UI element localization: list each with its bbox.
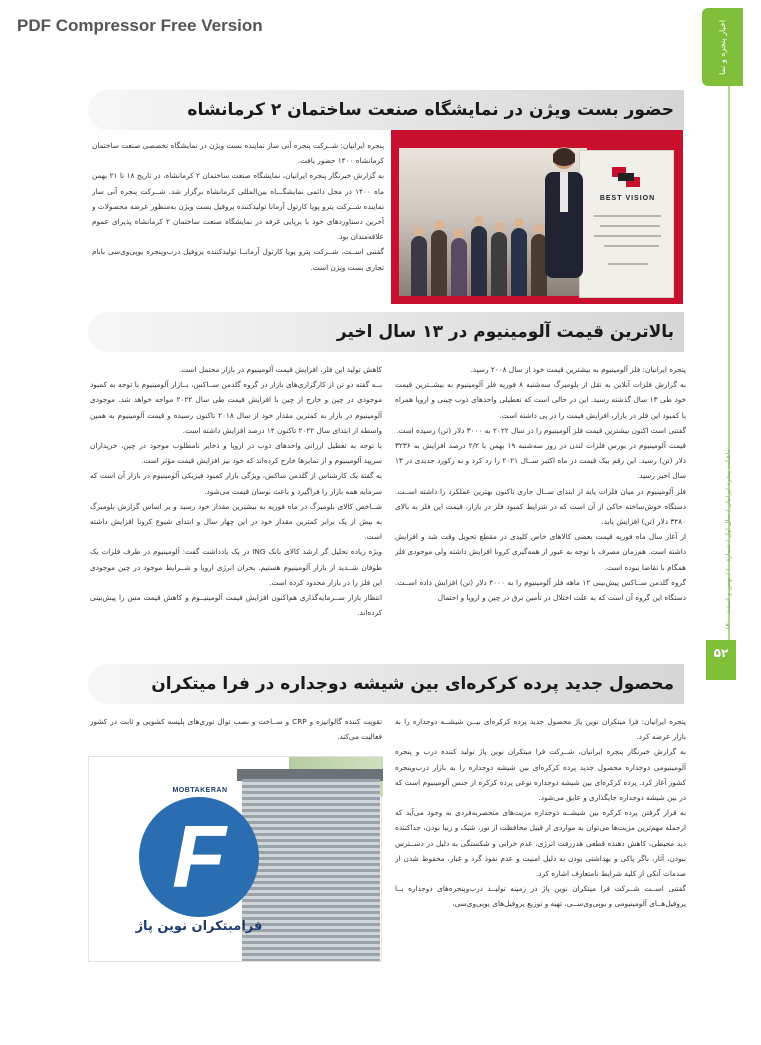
article2-column-left — [90, 362, 382, 658]
article2-paragraph: پنجره ایرانیان: فلز آلومینیوم به بیشترین قیمت خود از سال ۲۰۰۸ رسید. — [470, 365, 686, 374]
article2-paragraph: به گفته یک کارشناس از گلدمن ساکس، ویژگی بازار کمبود فیزیکی آلومینیوم در بازار آن است که سرمایه همه بازار را فراگیرد و باعث نوسان قیمت می‌شود. — [90, 471, 382, 496]
article2-paragraph: بــه گفته دو تن از کارگزاری‌های بازار در گروه گلدمن ســاکس، بــازار آلومینیوم با توجه به کمبود موجودی در چین و خارج از چین با افزایش قیمت طی سال ۲۰۲۲ مواجه خواهد شد. موجودی آلومینیوم در بازار به کمترین مقدار خود از سال ۲۰۱۸ تاکنون رسیده و قیمت آلومینیوم به همین واسطه از ابتدای سال ۲۰۲۲ تاکنون ۱۴ درصد افزایش داشته است. — [90, 380, 382, 435]
watermark-text: PDF Compressor Free Version — [17, 16, 263, 35]
article2-paragraph: گفتنی است اکنون بیشترین قیمت فلز آلومینیوم را در سال ۲۰۲۲ به ۳۰۰۰ دلار (تن) رسیده است. — [396, 425, 686, 435]
exhibition-photo — [391, 130, 683, 304]
article2-paragraph: به گزارش فلزات آنلاین به نقل از بلومبرگ سه‌شنبه ۸ فوریه فلز آلومینیوم به بیشــترین قیمت خود طی ۱۳ سال گذشته رسید. این در حالی است که تعطیلی واحدهای ذوب چینی و اروپا همراه با کمبود این فلز در بازار، افزایش قیمت را در پی داشته است. — [395, 380, 686, 420]
article2-paragraph: با توجه به تعطیل ارزانی واحدهای ذوب در اروپا و ذخایر نامطلوب موجود در چین، خریداران سرپید آلومینیوم و از تمایزها خارج کرده‌اند که خود نیز افزایش قیمت مؤثر است. — [90, 441, 382, 466]
article3-column-left — [90, 714, 382, 750]
article2-title: بالاترین قیمت آلومینیوم در ۱۳ سال اخیر — [336, 322, 674, 342]
article1-title: حضور بست ویژن در نمایشگاه صنعت ساختمان ۲ کرمانشاه — [187, 100, 674, 120]
article2-paragraph: شــاخص کالای بلومبرگ در ماه فوریه به بیشترین مقدار خود رسید و بر اساس گزارش بلومبرگ به بیش از یک برابر کمترین مقدار خود در این چهار سال و ابتدای شیوع کرونا افزایش داشته است. — [90, 501, 382, 542]
article2-column-right — [395, 362, 686, 658]
page-number-accent — [706, 666, 736, 680]
article3-paragraph: گفتنی اســت شــرکت فرا میتکران نوین پاژ در زمینه تولیــد درب‌وپنجره‌های دوجداره بــا پروفیل‌هــای آلومینیومی و یوپی‌وی‌ســی، تهیه و توزیع پروفیل‌های یوپی‌وی‌سی، — [395, 884, 686, 909]
certificate-brand: BEST VISION — [599, 195, 656, 202]
article1-headline — [88, 90, 684, 130]
section-tab-label: اخبار پنجره و نما — [718, 19, 727, 75]
article2-headline — [88, 312, 684, 352]
article2-paragraph: از آغاز سال ماه فوریه قیمت بعضی کالاهای خاص کلیدی در مقطع تحویل وقت شد و افزایش داشته است. هم‌زمان مصرف با توجه به عبور از همه‌گیری کرونا افزایش داشته ولی موجودی فلز همگام با تقاضا نبوده است. — [395, 532, 686, 572]
article2-paragraph: گروه گلدمن ســاکس پیش‌بینی ۱۲ ماهه فلز آلومینیوم را به ۴۰۰۰ دلار (تن) افزایش داده اســت. دستگاه این گروه آن است که به علت اختلال در تأمین برق در چین و اروپا و احتمال — [395, 577, 686, 603]
article2-paragraph: ویژه زیاده تحلیل گر ارشد کالای بانک ING در یک یادداشت گفت: آلومینیوم در طرف فلزات یک طوفان شــدید از بازار آلومینیوم هستیم. بحران انرژی اروپا و شــرایط موجود در چین موجودی این فلز را در بازار محدود کرده است. — [90, 547, 382, 587]
best-vision-logo-icon — [608, 165, 644, 191]
company-logo-letter: F — [172, 807, 226, 906]
article1-paragraph: پنجره ایرانیان: شــرکت پنجره آنی ساز نماینده بست ویژن در نمایشگاه تخصصی صنعت ساختمان کرمانشاه ۱۴۰۰ حضور یافت. — [92, 141, 384, 166]
running-header: ماهنامه پنجره ایرانیان / سال اول / شماره ۱۰ / بهمن و اسفند ۱۴۰۰ — [724, 449, 732, 631]
company-logo-english: MOBTAKERAN — [172, 787, 228, 794]
article3-paragraph: پنجره ایرانیان: فرا میتکران نوین پاژ محصول جدید پرده کرکره‌ای بیــن شیشــه دوجداره را به بازار عرضه کرد. — [395, 717, 686, 742]
article3-paragraph: به گزارش خبرنگار پنجره ایرانیان، شــرکت فرا میتکران نوین پاژ تولید کننده درب و پنجره آلومینیومی دوجداره محصول جدید پرده کرکره‌ای بین شیشه دوجداره را به بازار درب‌وپنجره کشور آغاز کرد. پرده کرکره‌ای بین شیشه دوجداره نوعی پرده کرکره از جنس آلومینیوم است که در بین شیشه دوجداره جایگذاری و عایق می‌شود. — [395, 747, 686, 803]
article3-column-right — [395, 714, 686, 966]
presenter-figure — [541, 140, 587, 278]
article1-paragraph: گفتنی اســت، شــرکت پترو پویا کارتول آرمانــا تولیدکننده پروفیل درب‌وپنجره یوپی‌وی‌سی بانام تجاری بست ویژن است. — [92, 247, 384, 272]
article1-paragraph: به گزارش خبرنگار پنجره ایرانیان، نمایشگاه صنعت ساختمان ۲ کرمانشاه، در تاریخ ۱۸ تا ۲۱ بهمن ماه ۱۴۰۰ در محل دائمی نمایشگـــاه بین‌المللی کرمانشاه برگزار شد. شــرکت پنجره آنی ساز نماینده شــرکت پترو پویا کارتول آرمانا تولیدکننده پروفیل بست ویژن به‌منظور عرضه محصولات و آخرین دستاوردهای خود با برپایی غرفه در نمایشگاه صنعت ساختمان ۲ کرمانشاه پذیرای عموم علاقه‌مندان بود. — [92, 171, 384, 242]
article1-body — [92, 138, 384, 308]
article2-paragraph: قیمت آلومینیوم در بورس فلزات لندن در روز سه‌شنبه ۱۹ بهمن با ۲/۲ درصد افزایش به ۳۲۳۶ دلار (تن) رسید. این رقم بیک قیمت در ماه اکتبر ســال ۲۰۲۱ را رد کرد و به رکورد جدیدی در ۱۳ سال اخیر رسید. — [395, 441, 686, 481]
article2-paragraph: فلز آلومینیوم در میان فلزات پایه از ابتدای ســال جاری تاکنون بهترین عملکرد را داشته اســت. دستگاه خوش‌ساخته حاکی از آن است که در شرایط کمبود فلز در بازار، قیمت این فلز به بالای ۳۴۸۰ دلار (تن) افزایش یابد. — [395, 486, 686, 527]
section-tab — [702, 8, 743, 86]
certificate-frame — [579, 150, 674, 298]
company-logo-persian: فرامبتکران نوین پاژ — [135, 919, 263, 934]
article3-paragraph: تقویت کننده گالوانیزه و CRP و ســاخت و نصب توال‌ توری‌های پلیسه کشویی و ثابت در کشور فعالیت می‌کند. — [90, 717, 382, 742]
article3-headline — [88, 664, 684, 704]
article2-paragraph: کاهش تولید این فلز، افزایش قیمت آلومینیوم در بازار محتمل است. — [178, 365, 382, 374]
article3-title: محصول جدید پرده کرکره‌ای بین شیشه دوجداره در فرا میتکران — [151, 674, 674, 694]
article2-paragraph: انتظار بازار ســرمایه‌گذاری هم‌اکنون افزایش قیمت آلومینیــوم و کاهش قیمت مس را پیش‌بینی کرده‌اند. — [90, 593, 382, 618]
page-number: ۵۲ — [706, 640, 736, 666]
product-ad-image — [88, 756, 382, 962]
article3-paragraph: به قرار گرفتن پرده کرکره بین شیشــه دوجداره مزیت‌های منحصربه‌فردی به وجود می‌آید که ازجمله مهم‌ترین مزیت‌ها می‌توان به مواردی از قبیل محافظت از نور، شبک و زیبا بودن، جداکننده دید محیطی، کاهش دهنده قطعی هدررفت انرژی، عدم خرابی و شکستگی به دلیل در دســترس نبودن، آثار، ناگر پاکی و بهداشتی بودن به دلیل امنیت و عدم نفوذ گرد و غبار، محفوظ شدن از صدمات آنکی از کلیه شرایط نامتعارف اشاره کرد. — [395, 808, 686, 879]
